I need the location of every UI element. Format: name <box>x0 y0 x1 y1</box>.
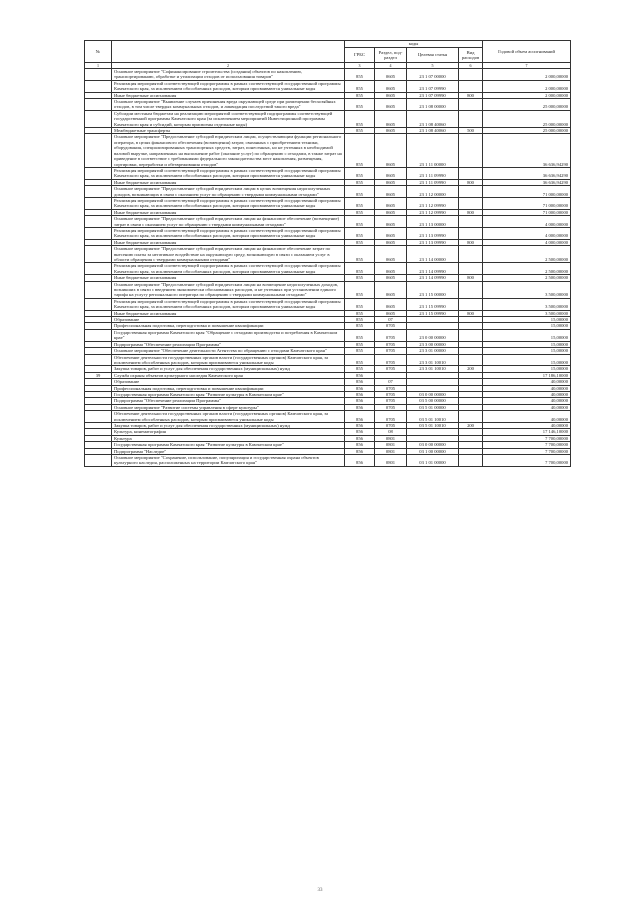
row-amount-cell: 2 500,00000 <box>483 246 571 263</box>
header-num: № <box>85 41 112 63</box>
row-amount-cell: 15,00000 <box>483 341 571 347</box>
row-number-cell <box>85 281 112 298</box>
row-name-cell: Служба охраны объектов культурного наследия Камчатского края <box>112 372 345 378</box>
row-name-cell: Подпрограмма "Обеспечение реализации Программы" <box>112 341 345 347</box>
row-amount-cell: 3 500,00000 <box>483 310 571 316</box>
row-vid-cell <box>459 281 483 298</box>
row-amount-cell: 4 000,00000 <box>483 227 571 239</box>
row-name-cell: Основное мероприятие "Предоставление субсидий юридическим лицам на возмещение недополученных доходов, возникших в связи с введением экономически обоснованных расходов, и не учтенных при установлении единого тарифа на услугу регионального оператора по обращению с твердыми коммунальными отходами" <box>112 281 345 298</box>
row-razdel-cell: 0705 <box>375 422 407 428</box>
row-grbs-cell: 856 <box>345 455 375 467</box>
row-name-cell: Подпрограмма "Наследие" <box>112 448 345 454</box>
row-name-cell: Подпрограмма "Обеспечение реализации Программы" <box>112 398 345 404</box>
row-razdel-cell: 0705 <box>375 404 407 410</box>
row-name-cell: Культура, кинематография <box>112 429 345 435</box>
row-name-cell: Реализация мероприятий соответствующей подпрограммы в рамках соответствующей государственной программы Камчатского края, за исключением обособленных расходов, которым присваиваются уникальные коды <box>112 80 345 92</box>
row-amount-cell: 71 000,00000 <box>483 197 571 209</box>
row-vid-cell: 500 <box>459 128 483 134</box>
row-target-cell: 23 1 08 40060 <box>407 110 459 127</box>
row-amount-cell: 2 000,00000 <box>483 69 571 81</box>
row-number-cell <box>85 227 112 239</box>
index-cell: 6 <box>459 63 483 69</box>
row-amount-cell: 3 500,00000 <box>483 281 571 298</box>
table-row <box>85 69 571 81</box>
row-razdel-cell: 0605 <box>375 298 407 310</box>
row-target-cell: 03 0 00 00000 <box>407 442 459 448</box>
row-amount-cell: 2 500,00000 <box>483 275 571 281</box>
row-razdel-cell: 0705 <box>375 341 407 347</box>
row-target-cell: 23 3 01 10010 <box>407 366 459 372</box>
row-razdel-cell: 0605 <box>375 275 407 281</box>
header-razdel: Раздел, под-раздел <box>375 48 407 63</box>
row-razdel-cell: 0605 <box>375 246 407 263</box>
row-number-cell <box>85 354 112 366</box>
row-grbs-cell: 855 <box>345 80 375 92</box>
row-grbs-cell: 855 <box>345 317 375 323</box>
table-row <box>85 80 571 92</box>
row-vid-cell <box>459 329 483 341</box>
row-name-cell: Обеспечение деятельности государственных органов власти (государственных органов) Камчатского края, за исключением обособленных расходов, которым присваиваются уникальные коды <box>112 411 345 423</box>
row-amount-cell: 7 700,00000 <box>483 448 571 454</box>
budget-table <box>84 40 571 467</box>
row-name-cell: Реализация мероприятий соответствующей подпрограммы в рамках соответствующей государственной программы Камчатского края, за исключением обособленных расходов, которым присваиваются уникальные коды <box>112 227 345 239</box>
row-amount-cell: 36 636,94290 <box>483 179 571 185</box>
row-grbs-cell: 855 <box>345 92 375 98</box>
row-grbs-cell: 856 <box>345 391 375 397</box>
row-amount-cell: 40,00000 <box>483 422 571 428</box>
row-grbs-cell: 855 <box>345 329 375 341</box>
row-grbs-cell: 855 <box>345 341 375 347</box>
row-vid-cell: 800 <box>459 239 483 245</box>
row-grbs-cell: 855 <box>345 354 375 366</box>
row-number-cell <box>85 186 112 198</box>
row-target-cell: 23 1 12 09990 <box>407 209 459 215</box>
row-target-cell: 23 3 01 10010 <box>407 354 459 366</box>
row-name-cell: Иные бюджетные ассигнования <box>112 239 345 245</box>
row-grbs-cell: 855 <box>345 239 375 245</box>
row-amount-cell: 40,00000 <box>483 379 571 385</box>
row-number-cell <box>85 80 112 92</box>
row-razdel-cell: 0605 <box>375 134 407 167</box>
row-name-cell: Основное мероприятие "Предоставление субсидий юридическим лицам на финансовое обеспечение затрат по внесению платы за негативное воздействие на окружающую среду, возникающую в связи с оказанием услуг в области обращения с твердыми коммунальными отходами" <box>112 246 345 263</box>
row-grbs-cell: 855 <box>345 281 375 298</box>
row-razdel-cell: 0705 <box>375 323 407 329</box>
row-name-cell: Образование <box>112 317 345 323</box>
row-razdel-cell: 07 <box>375 379 407 385</box>
row-vid-cell: 800 <box>459 209 483 215</box>
row-vid-cell <box>459 246 483 263</box>
row-amount-cell: 2 000,00000 <box>483 92 571 98</box>
row-number-cell <box>85 455 112 467</box>
row-name-cell: Государственная программа Камчатского края "Обращение с отходами производства и потребления в Камчатском крае" <box>112 329 345 341</box>
row-razdel-cell: 0705 <box>375 398 407 404</box>
row-razdel-cell: 0605 <box>375 110 407 127</box>
row-razdel-cell: 0605 <box>375 281 407 298</box>
row-vid-cell <box>459 186 483 198</box>
row-grbs-cell: 855 <box>345 246 375 263</box>
row-vid-cell: 800 <box>459 179 483 185</box>
row-vid-cell <box>459 411 483 423</box>
row-razdel-cell: 0801 <box>375 435 407 441</box>
row-razdel-cell: 0605 <box>375 197 407 209</box>
row-razdel-cell: 0605 <box>375 310 407 316</box>
row-amount-cell: 3 500,00000 <box>483 298 571 310</box>
row-grbs-cell: 856 <box>345 442 375 448</box>
row-target-cell: 23 3 01 00000 <box>407 348 459 354</box>
row-name-cell: Межбюджетные трансферты <box>112 128 345 134</box>
row-amount-cell: 17 186,10000 <box>483 372 571 378</box>
row-amount-cell: 15,00000 <box>483 354 571 366</box>
row-grbs-cell: 855 <box>345 197 375 209</box>
table-row <box>85 281 571 298</box>
table-row <box>85 354 571 366</box>
row-vid-cell <box>459 134 483 167</box>
row-grbs-cell: 856 <box>345 448 375 454</box>
header-name-blank <box>112 41 345 63</box>
row-name-cell: Основное мероприятие "Выявление случаев причинения вреда окружающей среде при размещении бесхозяйных отходов, в том числе твердых коммунальных отходов, и ликвидация последствий такого вреда" <box>112 99 345 111</box>
row-razdel-cell: 0705 <box>375 348 407 354</box>
row-number-cell <box>85 134 112 167</box>
row-vid-cell <box>459 69 483 81</box>
row-razdel-cell: 0705 <box>375 391 407 397</box>
row-grbs-cell: 856 <box>345 429 375 435</box>
row-name-cell: Закупка товаров, работ и услуг для обеспечения государственных (муниципальных) нужд <box>112 422 345 428</box>
row-name-cell: Профессиональная подготовка, переподготовка и повышение квалификации <box>112 323 345 329</box>
row-target-cell: 23 1 08 40060 <box>407 128 459 134</box>
row-razdel-cell: 0605 <box>375 209 407 215</box>
row-name-cell: Основное мероприятие "Предоставление субсидий юридическим лицам, осуществляющим функции регионального оператора, в целях финансового обеспечения (возмещения) затрат, связанных с приобретением техники, оборудования, специализированных транспортных средств, затрат, понесенных, но не учтенных в необходимой валовой выручке, направленных на выполнение работ (оказание услуг) по обращению с отходами, в также затрат на приведение в соответствие с требованиями федерального законодательства мест накопления, размещения, сортировки, переработки и обезвреживания отходов" <box>112 134 345 167</box>
header-row-1 <box>85 41 571 48</box>
row-razdel-cell: 0605 <box>375 216 407 228</box>
header-amount: Годовой объем ассигнований <box>483 41 571 63</box>
row-name-cell: Реализация мероприятий соответствующей подпрограммы в рамках соответствующей государственной программы Камчатского края, за исключением обособленных расходов, которым присваиваются уникальные коды <box>112 197 345 209</box>
row-vid-cell <box>459 298 483 310</box>
row-name-cell: Реализация мероприятий соответствующей подпрограммы в рамках соответствующей государственной программы Камчатского края, за исключением обособленных расходов, которым присваиваются уникальные коды <box>112 298 345 310</box>
row-amount-cell: 4 000,00000 <box>483 239 571 245</box>
row-name-cell: Реализация мероприятий соответствующей подпрограммы в рамках соответствующей государственной программы Камчатского края, за исключением обособленных расходов, которым присваиваются уникальные коды <box>112 263 345 275</box>
row-target-cell: 23 1 15 09990 <box>407 310 459 316</box>
row-target-cell: 23 1 07 00000 <box>407 69 459 81</box>
row-target-cell: 23 3 00 00000 <box>407 341 459 347</box>
row-target-cell: 03 5 00 00000 <box>407 398 459 404</box>
row-target-cell: 23 1 13 09990 <box>407 239 459 245</box>
row-vid-cell <box>459 197 483 209</box>
row-name-cell: Иные бюджетные ассигнования <box>112 92 345 98</box>
row-target-cell: 23 1 12 00000 <box>407 186 459 198</box>
row-name-cell: Основное мероприятие "Софинансирование строительства (создания) объектов по накоплению, транспортированию, обработке и утилизации отходов от использования товаров" <box>112 69 345 81</box>
table-row <box>85 110 571 127</box>
row-amount-cell: 17 146,10000 <box>483 429 571 435</box>
row-target-cell: 03 0 00 00000 <box>407 391 459 397</box>
row-target-cell: 03 5 01 10010 <box>407 411 459 423</box>
row-amount-cell: 36 636,94290 <box>483 167 571 179</box>
row-vid-cell <box>459 99 483 111</box>
row-number-cell <box>85 216 112 228</box>
row-target-cell: 23 1 14 09990 <box>407 263 459 275</box>
index-cell: 4 <box>375 63 407 69</box>
row-grbs-cell: 856 <box>345 411 375 423</box>
row-razdel-cell: 0605 <box>375 128 407 134</box>
row-number-cell <box>85 411 112 423</box>
row-grbs-cell: 855 <box>345 99 375 111</box>
header-codes: коды <box>345 41 483 48</box>
row-target-cell: 03 5 01 10010 <box>407 422 459 428</box>
row-name-cell: Основное мероприятие "Предоставление субсидий юридическим лицам на финансовое обеспечение (возмещение) затрат в связи с оказанием услуг по обращению с твердыми коммунальными отходами" <box>112 216 345 228</box>
row-name-cell: Государственная программа Камчатского края "Развитие культуры в Камчатском крае" <box>112 391 345 397</box>
row-razdel-cell: 0705 <box>375 366 407 372</box>
row-target-cell: 23 0 00 00000 <box>407 329 459 341</box>
row-grbs-cell: 855 <box>345 134 375 167</box>
row-grbs-cell: 855 <box>345 227 375 239</box>
row-number-cell <box>85 197 112 209</box>
index-cell: 7 <box>483 63 571 69</box>
row-vid-cell: 200 <box>459 366 483 372</box>
row-amount-cell: 7 700,00000 <box>483 442 571 448</box>
row-amount-cell: 15,00000 <box>483 366 571 372</box>
row-target-cell: 23 1 11 09990 <box>407 179 459 185</box>
row-amount-cell: 15,00000 <box>483 329 571 341</box>
row-target-cell: 23 1 14 09990 <box>407 275 459 281</box>
table-row <box>85 227 571 239</box>
row-name-cell: Иные бюджетные ассигнования <box>112 209 345 215</box>
row-name-cell: Государственная программа Камчатского края "Развитие культуры в Камчатском крае" <box>112 442 345 448</box>
row-grbs-cell: 855 <box>345 167 375 179</box>
row-target-cell: 23 1 08 00000 <box>407 99 459 111</box>
row-grbs-cell: 855 <box>345 263 375 275</box>
row-razdel-cell: 08 <box>375 429 407 435</box>
row-amount-cell: 40,00000 <box>483 391 571 397</box>
table-row <box>85 186 571 198</box>
row-amount-cell: 36 636,94290 <box>483 134 571 167</box>
row-target-cell: 23 1 15 00000 <box>407 281 459 298</box>
row-number-cell <box>85 298 112 310</box>
row-target-cell: 23 1 15 09990 <box>407 298 459 310</box>
row-target-cell: 23 1 14 00000 <box>407 246 459 263</box>
table-row <box>85 298 571 310</box>
row-name-cell: Профессиональная подготовка, переподготовка и повышение квалификации <box>112 385 345 391</box>
row-razdel-cell: 0605 <box>375 239 407 245</box>
row-target-cell: 23 1 12 09990 <box>407 197 459 209</box>
row-target-cell: 23 1 13 00000 <box>407 216 459 228</box>
row-amount-cell: 40,00000 <box>483 411 571 423</box>
row-grbs-cell: 855 <box>345 128 375 134</box>
row-grbs-cell: 856 <box>345 372 375 378</box>
table-row <box>85 99 571 111</box>
row-razdel-cell: 0605 <box>375 99 407 111</box>
row-razdel-cell: 0605 <box>375 186 407 198</box>
row-grbs-cell: 855 <box>345 209 375 215</box>
row-target-cell: 23 1 07 09990 <box>407 92 459 98</box>
row-grbs-cell: 856 <box>345 385 375 391</box>
row-target-cell: 03 1 00 00000 <box>407 448 459 454</box>
row-grbs-cell: 855 <box>345 366 375 372</box>
row-target-cell: 03 5 01 00000 <box>407 404 459 410</box>
row-name-cell: Основное мероприятие "Развитие системы управления в сфере культуры" <box>112 404 345 410</box>
index-cell: 5 <box>407 63 459 69</box>
row-amount-cell: 7 700,00000 <box>483 455 571 467</box>
row-razdel-cell: 0705 <box>375 354 407 366</box>
row-razdel-cell: 0605 <box>375 179 407 185</box>
row-razdel-cell: 0605 <box>375 227 407 239</box>
row-name-cell: Образование <box>112 379 345 385</box>
row-vid-cell <box>459 80 483 92</box>
row-grbs-cell: 855 <box>345 323 375 329</box>
row-amount-cell: 4 000,00000 <box>483 216 571 228</box>
row-razdel-cell: 0801 <box>375 455 407 467</box>
row-amount-cell: 25 000,00000 <box>483 128 571 134</box>
row-grbs-cell: 855 <box>345 310 375 316</box>
row-vid-cell: 800 <box>459 92 483 98</box>
row-razdel-cell: 0605 <box>375 167 407 179</box>
page-number: 33 <box>317 888 323 893</box>
row-razdel-cell: 0801 <box>375 442 407 448</box>
row-name-cell: Иные бюджетные ассигнования <box>112 310 345 316</box>
table-row <box>85 197 571 209</box>
row-vid-cell <box>459 216 483 228</box>
row-amount-cell: 2 000,00000 <box>483 80 571 92</box>
row-amount-cell: 40,00000 <box>483 385 571 391</box>
row-target-cell: 23 1 07 09990 <box>407 80 459 92</box>
row-vid-cell: 200 <box>459 422 483 428</box>
row-number-cell <box>85 167 112 179</box>
row-amount-cell: 25 000,00000 <box>483 99 571 111</box>
row-amount-cell: 25 000,00000 <box>483 110 571 127</box>
row-razdel-cell: 07 <box>375 317 407 323</box>
row-vid-cell: 800 <box>459 275 483 281</box>
row-vid-cell <box>459 455 483 467</box>
row-razdel-cell: 0605 <box>375 80 407 92</box>
row-razdel-cell: 0705 <box>375 411 407 423</box>
row-vid-cell <box>459 263 483 275</box>
index-cell: 3 <box>345 63 375 69</box>
table-body <box>85 63 571 467</box>
row-number-cell <box>85 246 112 263</box>
row-name-cell: Основное мероприятие "Сохранение, использование, популяризация и государственная охрана объектов культурного наследия, расположенных на территории Камчатского края" <box>112 455 345 467</box>
table-row <box>85 216 571 228</box>
row-name-cell: Основное мероприятие "Предоставление субсидий юридическим лицам в целях возмещения недополученных доходов, возникающих в связи с оказанием услуг по обращению с твердыми коммунальными отходами" <box>112 186 345 198</box>
row-amount-cell: 15,00000 <box>483 317 571 323</box>
row-number-cell <box>85 69 112 81</box>
row-name-cell: Закупка товаров, работ и услуг для обеспечения государственных (муниципальных) нужд <box>112 366 345 372</box>
row-number-cell <box>85 329 112 341</box>
index-cell: 2 <box>112 63 345 69</box>
row-grbs-cell: 855 <box>345 216 375 228</box>
table-row <box>85 263 571 275</box>
row-grbs-cell: 855 <box>345 69 375 81</box>
row-grbs-cell: 855 <box>345 186 375 198</box>
row-grbs-cell: 856 <box>345 398 375 404</box>
row-razdel-cell: 0705 <box>375 385 407 391</box>
row-name-cell: Иные бюджетные ассигнования <box>112 275 345 281</box>
row-target-cell: 23 1 13 09990 <box>407 227 459 239</box>
row-vid-cell <box>459 354 483 366</box>
table-row <box>85 411 571 423</box>
row-vid-cell: 800 <box>459 310 483 316</box>
row-amount-cell: 40,00000 <box>483 404 571 410</box>
row-grbs-cell: 856 <box>345 404 375 410</box>
budget-table-sheet <box>84 40 570 467</box>
row-target-cell: 03 1 01 00000 <box>407 455 459 467</box>
row-razdel-cell: 0605 <box>375 69 407 81</box>
row-name-cell: Культура <box>112 435 345 441</box>
row-vid-cell <box>459 227 483 239</box>
row-amount-cell: 71 000,00000 <box>483 186 571 198</box>
row-grbs-cell: 855 <box>345 298 375 310</box>
index-cell: 1 <box>85 63 112 69</box>
row-number-cell <box>85 263 112 275</box>
table-row <box>85 455 571 467</box>
row-name-cell: Основное мероприятие "Обеспечение деятельности Агентства по обращению с отходами Камчатского края" <box>112 348 345 354</box>
row-number-cell <box>85 99 112 111</box>
row-name-cell: Обеспечение деятельности государственных органов власти (государственных органов) Камчатского края, за исключением обособленных расходов, которым присваиваются уникальные коды <box>112 354 345 366</box>
row-amount-cell: 71 000,00000 <box>483 209 571 215</box>
row-grbs-cell: 856 <box>345 422 375 428</box>
table-row <box>85 329 571 341</box>
row-grbs-cell: 855 <box>345 348 375 354</box>
row-razdel-cell: 0605 <box>375 263 407 275</box>
row-name-cell: Субсидии местным бюджетам на реализацию мероприятий соответствующей подпрограммы соответствующей государственной программы Камчатского края (за исключением мероприятий Инвестиционной программы Камчатского края и субсидий, которым присвоены отдельные коды) <box>112 110 345 127</box>
row-name-cell: Иные бюджетные ассигнования <box>112 179 345 185</box>
row-number-cell <box>85 110 112 127</box>
row-amount-cell: 40,00000 <box>483 398 571 404</box>
table-row <box>85 167 571 179</box>
header-target: Целевая статья <box>407 48 459 63</box>
row-grbs-cell: 855 <box>345 275 375 281</box>
row-vid-cell <box>459 110 483 127</box>
header-grbs: ГРБС <box>345 48 375 63</box>
row-amount-cell: 15,00000 <box>483 348 571 354</box>
row-name-cell: Реализация мероприятий соответствующей подпрограммы в рамках соответствующей государственной программы Камчатского края, за исключением обособленных расходов, которым присваиваются уникальные коды <box>112 167 345 179</box>
table-row <box>85 134 571 167</box>
header-vid: Вид расходов <box>459 48 483 63</box>
row-number-cell: 39 <box>85 372 112 378</box>
row-grbs-cell: 856 <box>345 435 375 441</box>
row-target-cell: 23 1 11 00000 <box>407 134 459 167</box>
row-amount-cell: 15,00000 <box>483 323 571 329</box>
table-row <box>85 246 571 263</box>
row-amount-cell: 2 500,00000 <box>483 263 571 275</box>
row-grbs-cell: 856 <box>345 379 375 385</box>
row-amount-cell: 7 700,00000 <box>483 435 571 441</box>
row-vid-cell <box>459 167 483 179</box>
row-grbs-cell: 855 <box>345 110 375 127</box>
row-razdel-cell: 0605 <box>375 92 407 98</box>
row-razdel-cell: 0705 <box>375 329 407 341</box>
row-grbs-cell: 855 <box>345 179 375 185</box>
row-razdel-cell: 0801 <box>375 448 407 454</box>
row-target-cell: 23 1 11 09990 <box>407 167 459 179</box>
